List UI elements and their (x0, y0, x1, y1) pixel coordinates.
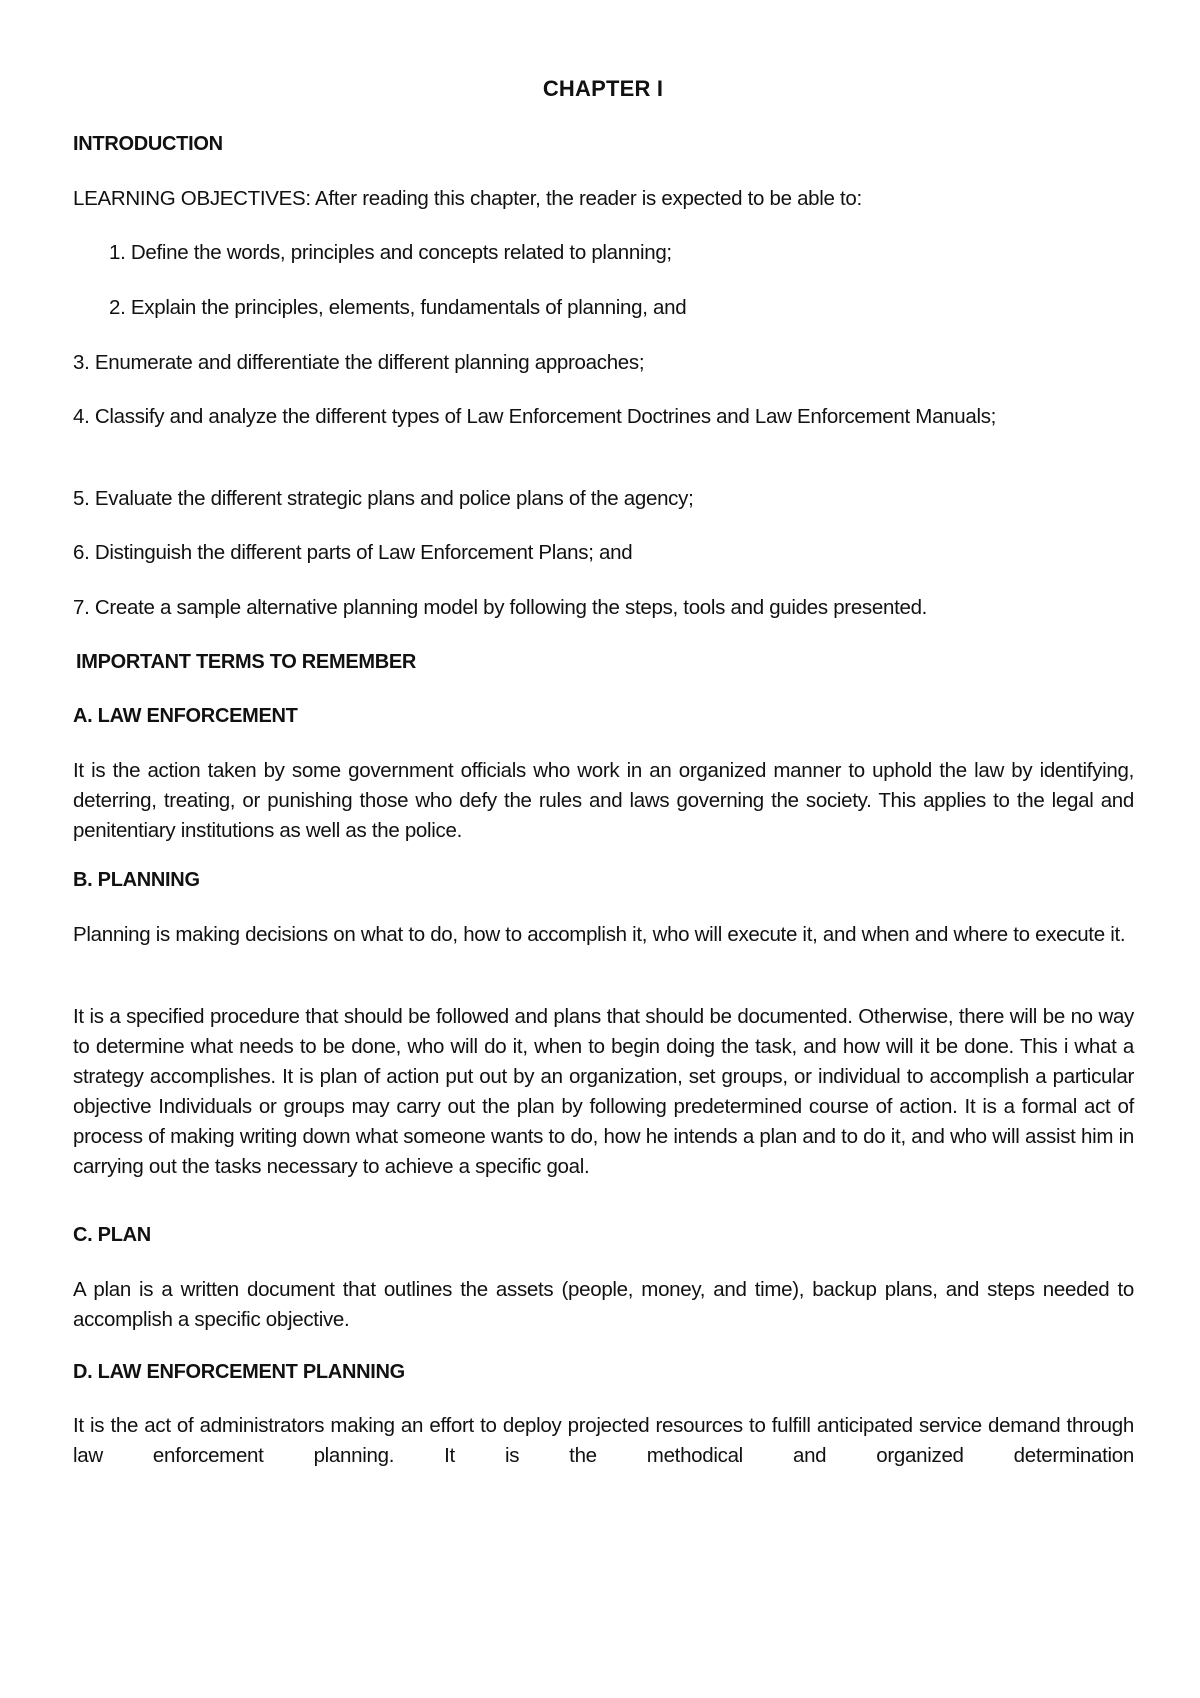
term-heading-law-enforcement: A. LAW ENFORCEMENT (73, 705, 298, 727)
term-heading-planning: B. PLANNING (73, 869, 200, 891)
objective-item-1: 1. Define the words, principles and concepts related to planning; (109, 241, 672, 264)
term-paragraph-law-enforcement-planning: It is the act of administrators making an effort to deploy projected resources to fulfill anticipated service demand through law enforcement planning. It is the methodical and organized determination (73, 1414, 1134, 1467)
objective-item-4: 4. Classify and analyze the different types of Law Enforcement Doctrines and Law Enforcement Manuals; (73, 405, 997, 428)
term-heading-plan: C. PLAN (73, 1224, 151, 1246)
objective-item-3: 3. Enumerate and differentiate the different planning approaches; (73, 351, 645, 374)
document-page (73, 0, 1133, 1698)
term-paragraph-planning-1: Planning is making decisions on what to do, how to accomplish it, who will execute it, and when and where to execute it. (73, 923, 1126, 946)
objective-item-6: 6. Distinguish the different parts of Law Enforcement Plans; and (73, 541, 633, 564)
objective-item-5: 5. Evaluate the different strategic plans and police plans of the agency; (73, 487, 694, 510)
term-paragraph-plan: A plan is a written document that outlines the assets (people, money, and time), backup plans, and steps needed to accomplish a specific objective. (73, 1278, 1134, 1331)
chapter-title: CHAPTER I (542, 76, 664, 101)
terms-heading: IMPORTANT TERMS TO REMEMBER (76, 651, 417, 673)
objective-item-2: 2. Explain the principles, elements, fundamentals of planning, and (109, 296, 687, 319)
term-paragraph-law-enforcement: It is the action taken by some government officials who work in an organized manner to uphold the law by identifying, deterring, treating, or punishing those who defy the rules and laws governing the society. This applies to the legal and penitentiary institutions as well as the police. (73, 759, 1134, 842)
term-paragraph-planning-2: It is a specified procedure that should be followed and plans that should be documented. Otherwise, there will be no way to determine what needs to be done, who will do it, when to begin doing the task, and how will it be done. This i what a strategy accomplishes. It is plan of action put out by an organization, set groups, or individual to accomplish a particular objective Individuals or groups may carry out the plan by following predetermined course of action. It is a formal act of process of making writing down what someone wants to do, how he intends a plan and to do it, and who will assist him in carrying out the tasks necessary to achieve a specific goal. (73, 1005, 1134, 1178)
section-heading-introduction: INTRODUCTION (73, 133, 223, 155)
objective-item-7: 7. Create a sample alternative planning model by following the steps, tools and guides presented. (73, 596, 928, 619)
learning-objectives-intro: LEARNING OBJECTIVES: After reading this chapter, the reader is expected to be able to: (73, 187, 862, 210)
term-heading-law-enforcement-planning: D. LAW ENFORCEMENT PLANNING (73, 1361, 405, 1383)
